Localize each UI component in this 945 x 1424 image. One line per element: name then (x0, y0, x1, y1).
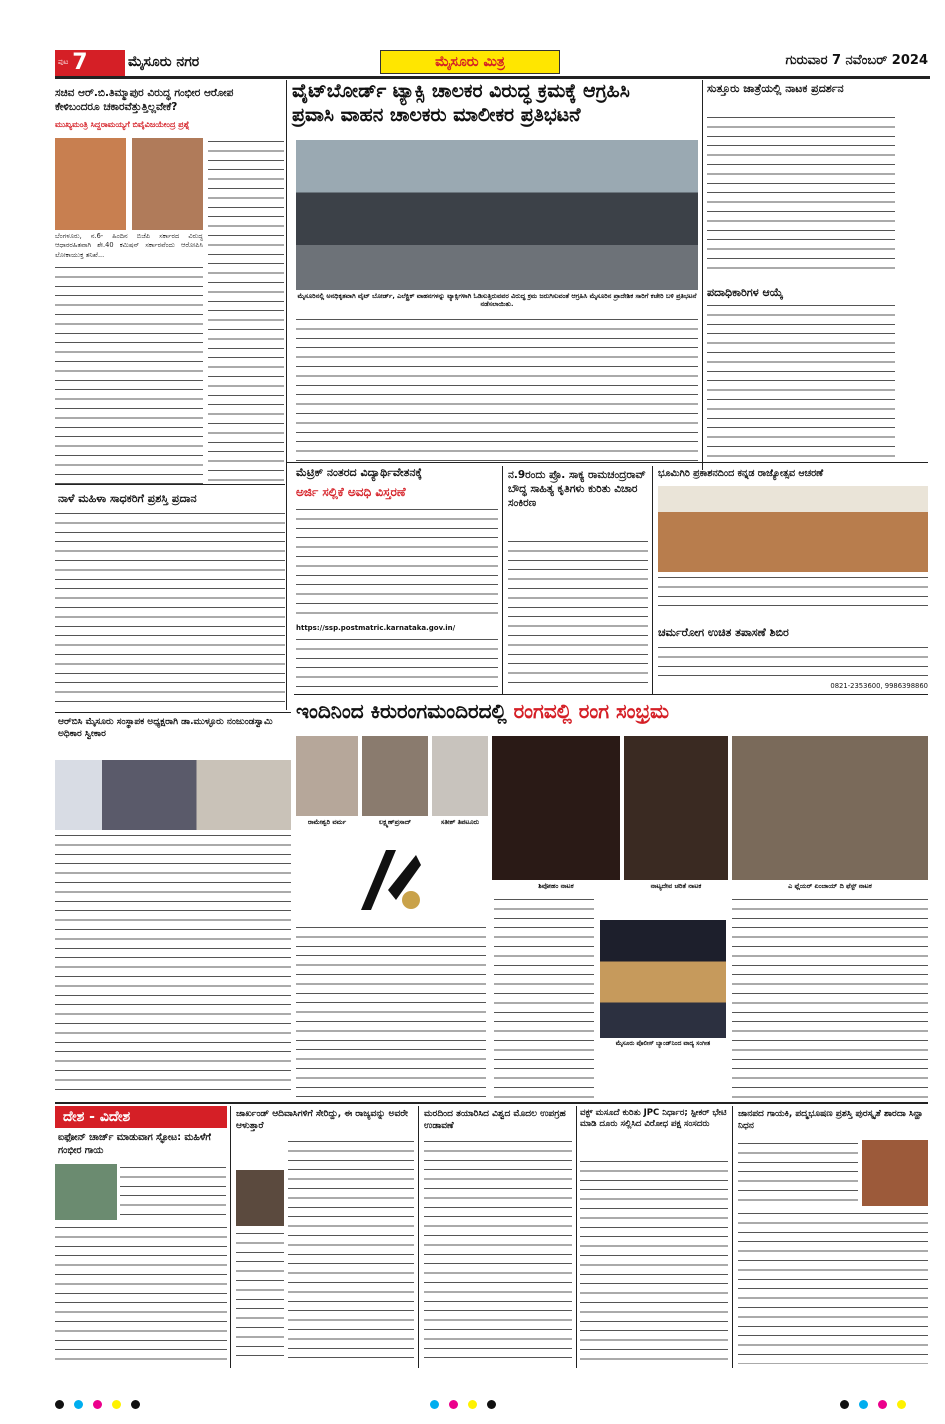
registration-marks-left (55, 1400, 140, 1409)
bhoomigiri-caption (658, 574, 928, 614)
lead-caption: ಮೈಸೂರಿನಲ್ಲಿ ಅನಧಿಕೃತವಾಗಿ ವೈಟ್ ಬೋರ್ಡ್, ಎಲೆಕ್ಟ್ರಿಕ್ ವಾಹನಗಳನ್ನು ಟ್ಯಾಕ್ಸಿಗಳಾಗಿ ಓಡಿಸುತ್ತಿರುವವರ ವಿರುದ್ಧ ಕ್ರಮ ಜರುಗಿಸುವಂತೆ ಆಗ್ರಹಿಸಿ ಮೈಸೂರಿನ ಪ್ರಾದೇಶಿಕ ಸಾರಿಗೆ ಕಚೇರಿ ಬಳಿ ಪ್ರತಿಭಟನೆ ನಡೆಸಲಾಯಿತು. (297, 292, 697, 309)
registration-marks-right (840, 1400, 906, 1409)
play-photo-1 (492, 736, 620, 880)
waqf-headline: ವಕ್ಫ್ ಮಸೂದೆ ಕುರಿತು JPC ನಿರ್ಧಾರ; ಸ್ಪೀಕರ್ ಭೇಟಿ ಮಾಡಿ ದೂರು ಸಲ್ಲಿಸಿದ ವಿರೋಧ ಪಕ್ಷ ಸಂಸದರು (580, 1108, 727, 1130)
rangayana-headline-black: ಇಂದಿನಿಂದ ಕಿರುರಂಗಮಂದಿರದಲ್ಲಿ (296, 699, 514, 723)
issue-date: ಗುರುವಾರ 7 ನವೆಂಬರ್ 2024 (785, 53, 928, 68)
office-bearers-body (707, 302, 895, 462)
portrait-1 (296, 736, 358, 816)
page-number-box (55, 50, 125, 76)
left-story-headline: ಸಚಿವ ಆರ್.ಬಿ.ತಿಮ್ಮಾಪುರ ವಿರುದ್ಧ ಗಂಭೀರ ಆರೋಪ ಕೇಳಿಬಂದರೂ ಚಕಾರವೆತ್ತುತ್ತಿಲ್ಲವೇಕೆ? (55, 87, 234, 114)
rbi-headline: ಆರ್‌ಬಿಸಿ ಮೈಸೂರು ಸಂಸ್ಥಾಪಕ ಅಧ್ಯಕ್ಷರಾಗಿ ಡಾ.ಮುಳ್ಳೂರು ನಂಜುಂಡಸ್ವಾಮಿ ಅಧಿಕಾರ ಸ್ವೀಕಾರ (58, 717, 273, 740)
skin-camp-phone: 0821-2353600, 9986398860 (830, 682, 928, 690)
bhoomigiri-headline: ಭೂಮಿಗಿರಿ ಪ್ರಕಾಶನದಿಂದ ಕನ್ನಡ ರಾಜ್ಯೋತ್ಸವ ಆಚರಣೆ (658, 468, 824, 479)
sharda-body (738, 1210, 928, 1364)
sutturu-headline: ಸುತ್ತೂರು ಜಾತ್ರೆಯಲ್ಲಿ ನಾಟಕ ಪ್ರದರ್ಶನ (707, 82, 844, 95)
satellite-body (424, 1138, 572, 1364)
skin-camp-headline: ಚರ್ಮರೋಗ ಉಚಿತ ತಪಾಸಣೆ ಶಿಬಿರ (658, 626, 789, 639)
sharda-photo (862, 1140, 928, 1206)
bhoomigiri-photo (658, 486, 928, 572)
rbi-photo (55, 760, 291, 830)
waqf-body (580, 1158, 728, 1364)
portrait-3-caption: ಸತೀಶ್ ತಿಪಟೂರು (440, 818, 480, 826)
rangayana-body-2 (494, 896, 594, 1100)
portrait-1-caption: ರಾಮೇಶ್ವರಿ ವರ್ಮ (307, 818, 347, 826)
portrait-2-caption: ಲಕ್ಷ್ಮಣ್‌ಪ್ರಸಾದ್ (378, 818, 412, 826)
play-caption-3: ಎ ಫ್ಲೆಯರ್ ಏಂಜಾಯ್ ದಿ ಫೆಸ್ಟ್ ನಾಟಕ (788, 882, 872, 890)
jharkhand-headline: ಜಾರ್ಖಂಡ್ ಆದಿವಾಸಿಗಳಿಗೆ ಸೇರಿದ್ದು, ಈ ರಾಜ್ಯವನ್ನು ಅವರೇ ಆಳುತ್ತಾರೆ (236, 1109, 408, 1132)
jharkhand-body (288, 1138, 414, 1364)
iphone-body-top (120, 1164, 226, 1220)
rangayana-headline (296, 698, 928, 725)
left-story-dateline: ಬೆಂಗಳೂರು, ನ.6- ಹಿಂದಿನ ಬಿಜೆಪಿ ಸರ್ಕಾರದ ವಿರುದ್ಧ ಆಧಾರರಹಿತವಾಗಿ ಶೇ.40 ಕಮಿಷನ್ ಸರ್ಕಾರವೆಂದು ಆರೋಪಿಸಿ ಲೋಕಾಯುಕ್ತ ತನಿಖೆ... (55, 232, 203, 259)
iphone-photo (55, 1164, 117, 1220)
rangayana-body (296, 924, 486, 1100)
left-story-subhead: ಮುಖ್ಯಮಂತ್ರಿ ಸಿದ್ದರಾಮಯ್ಯಗೆ ಬಿವೈವಿಜಯೇಂದ್ರ ಪ್ರಶ್ನೆ (55, 120, 190, 129)
lead-headline-1: ವೈಟ್‌ಬೋರ್ಡ್ ಟ್ಯಾಕ್ಸಿ ಚಾಲಕರ ವಿರುದ್ಧ ಕ್ರಮಕ್ಕೆ ಆಗ್ರಹಿಸಿ (292, 80, 630, 102)
skin-camp-body (658, 644, 928, 682)
office-bearers-headline: ಪದಾಧಿಕಾರಿಗಳ ಆಯ್ಕೆ (707, 286, 784, 299)
iphone-body (55, 1224, 227, 1364)
scholarship-headline-2: ಅರ್ಜಿ ಸಲ್ಲಿಕೆ ಅವಧಿ ವಿಸ್ತರಣೆ (296, 485, 406, 499)
rangavalli-logo (296, 840, 486, 920)
scholarship-headline-1: ಮೆಟ್ರಿಕ್ ನಂತರದ ವಿದ್ಯಾರ್ಥಿವೇತನಕ್ಕೆ (296, 466, 422, 479)
sutturu-body (707, 114, 895, 270)
play-caption-1: ಶಿವೋಹಂ ನಾಟಕ (538, 882, 574, 890)
lead-body (296, 316, 698, 462)
lead-headline-2: ಪ್ರವಾಸಿ ವಾಹನ ಚಾಲಕರು ಮಾಲೀಕರ ಪ್ರತಿಭಟನೆ (292, 104, 581, 126)
rangayana-headline-red: ರಂಗವಲ್ಲಿ ರಂಗ ಸಂಭ್ರಮ (513, 699, 670, 723)
rbi-body (55, 832, 291, 1098)
satellite-headline: ಮರದಿಂದ ತಯಾರಿಸಿದ ವಿಶ್ವದ ಮೊದಲ ಉಪಗ್ರಹ ಉಡಾವಣೆ (424, 1109, 566, 1132)
page-number: 7 (72, 50, 88, 76)
police-band-photo (600, 920, 726, 1038)
registration-marks-center (430, 1400, 496, 1409)
scholarship-body-2 (296, 636, 498, 690)
iphone-headline: ಐಫೋನ್ ಚಾರ್ಜ್ ಮಾಡುವಾಗ ಸ್ಫೋಟ: ಮಹಿಳೆಗೆ ಗಂಭೀರ ಗಾಯ (58, 1132, 211, 1156)
scholarship-body (296, 506, 498, 622)
women-award-body (55, 510, 285, 710)
rangayana-body-3 (732, 896, 928, 1100)
hemant-photo (236, 1170, 284, 1226)
left-story-body-col2 (208, 138, 284, 484)
play-caption-2: ನಾಟ್ಯದೇವ ಚರಿತೆ ನಾಟಕ (650, 882, 702, 890)
text-lines (55, 264, 203, 484)
left-story-body (55, 232, 203, 484)
seminar-headline: ನ.9ರಂದು ಪ್ರೊ. ಸಾಕ್ಯ ರಾಮಚಂದ್ರರಾವ್ ಬೌದ್ಧ ಸಾಹಿತ್ಯ ಕೃತಿಗಳು ಕುರಿತು ವಿಚಾರ ಸಂಕಿರಣ (508, 469, 646, 510)
seminar-body (508, 538, 648, 690)
play-photo-2 (624, 736, 728, 880)
police-band-caption: ಮೈಸೂರು ಪೊಲೀಸ್ ಬ್ಯಾಂಡ್‌ನಿಂದ ವಾದ್ಯ ಸಂಗೀತ (615, 1040, 711, 1047)
portrait-2 (362, 736, 428, 816)
sharda-headline: ಜಾನಪದ ಗಾಯಕಿ, ಪದ್ಮಭೂಷಣ ಪ್ರಶಸ್ತಿ ಪುರಸ್ಕೃತೆ ಶಾರದಾ ಸಿನ್ಹಾ ನಿಧನ (738, 1109, 924, 1132)
page-label: ಪುಟ (58, 58, 69, 67)
protest-photo (296, 140, 698, 290)
section-title: ಮೈಸೂರು ನಗರ (128, 54, 200, 70)
politicians-photo (55, 138, 203, 230)
desha-videsha-band: ದೇಶ - ವಿದೇಶ (55, 1106, 227, 1128)
women-award-headline: ನಾಳೆ ಮಹಿಳಾ ಸಾಧಕರಿಗೆ ಪ್ರಶಸ್ತಿ ಪ್ರದಾನ (58, 492, 197, 505)
play-photo-3 (732, 736, 928, 880)
scholarship-link[interactable]: https://ssp.postmatric.karnataka.gov.in/ (296, 624, 456, 632)
masthead: ಮೈಸೂರು ಮಿತ್ರ (380, 50, 560, 74)
portrait-3 (432, 736, 488, 816)
sharda-body-top (738, 1140, 858, 1206)
jharkhand-body-2 (236, 1230, 284, 1364)
